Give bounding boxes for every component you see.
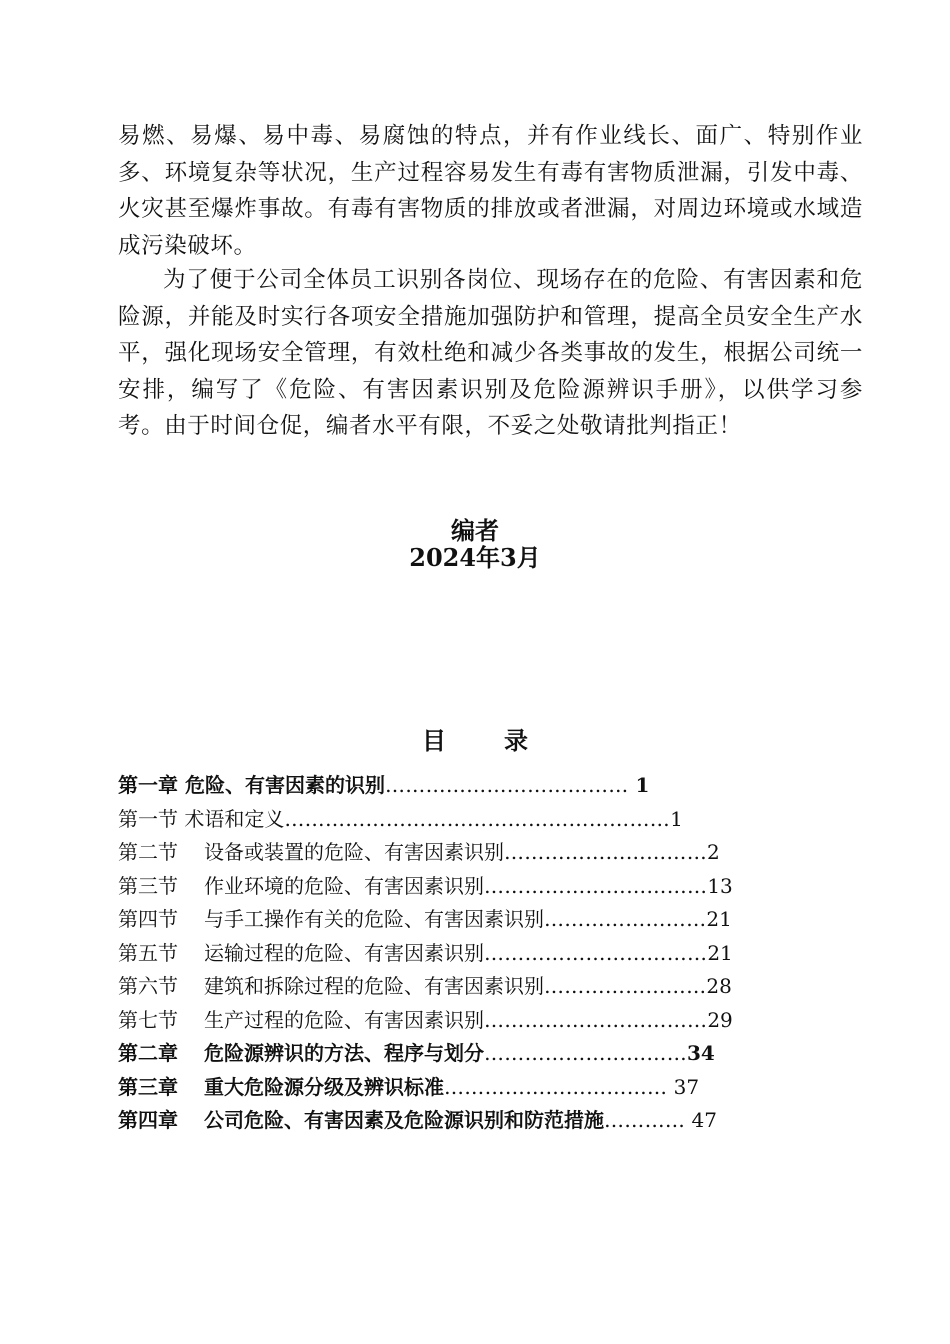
toc-entry-number: 第六节 — [118, 974, 178, 998]
toc-entry-title: 生产过程的危险、有害因素识别 — [204, 1007, 484, 1032]
toc-entry-number: 第七节 — [118, 1007, 178, 1032]
toc-entry-page: 1 — [628, 773, 650, 797]
toc-entry — [118, 937, 818, 971]
toc-entry-number: 第二章 — [118, 1041, 178, 1065]
preface-date: 2024年3月 — [409, 543, 541, 572]
toc-entry-number: 第四章 — [118, 1108, 178, 1132]
toc-entry-leader: …………………………… — [484, 940, 708, 965]
toc-entry-page: 2 — [707, 840, 720, 864]
toc-entry — [118, 1037, 818, 1071]
toc-entry — [118, 903, 818, 937]
toc-entry — [118, 1104, 818, 1138]
toc-entry-number: 第一章 — [118, 773, 178, 797]
toc-entry-leader: ……………………………… — [384, 773, 629, 797]
toc-entry-leader: ………………………… — [504, 840, 707, 864]
toc-entry-page: 21 — [706, 907, 732, 931]
toc-entry-leader: …………………… — [544, 974, 707, 998]
toc-entry-number: 第二节 — [118, 840, 178, 864]
toc-entry-title: 作业环境的危险、有害因素识别 — [204, 873, 484, 898]
toc-entry — [118, 836, 818, 870]
toc-entry-page: 29 — [707, 1007, 733, 1032]
toc-entry-title: 建筑和拆除过程的危险、有害因素识别 — [204, 974, 544, 998]
toc-entry-page: 47 — [685, 1108, 718, 1132]
toc-entry-title: 设备或装置的危险、有害因素识别 — [204, 840, 504, 864]
toc-entry-leader: ………… — [604, 1108, 686, 1132]
toc-entry-page: 34 — [687, 1041, 715, 1065]
preface-signature: 编者 — [451, 516, 499, 545]
toc-entry-leader: ………………………… — [484, 1041, 687, 1065]
toc-entry-number: 第三章 — [118, 1074, 178, 1099]
toc-entry-title: 公司危险、有害因素及危险源识别和防范措施 — [204, 1108, 604, 1132]
toc-entry-leader: …………………………… — [484, 1007, 708, 1032]
toc-entry-number: 第五节 — [118, 940, 178, 965]
toc-entry-leader: …………………………… — [444, 1074, 668, 1099]
toc-entry-page: 37 — [667, 1074, 700, 1099]
toc-entry — [118, 803, 818, 837]
toc-entry — [118, 870, 818, 904]
preface-paragraph-1: 易燃、易爆、易中毒、易腐蚀的特点，并有作业线长、面广、特别作业多、环境复杂等状况，生产过程容易发生有毒有害物质泄漏，引发中毒、火灾甚至爆炸事故。有毒有害物质的排放或者泄漏，对周边环境或水域造成污染破坏。 — [118, 123, 863, 259]
toc-entry — [118, 1004, 818, 1038]
toc-title: 目录 — [422, 726, 586, 755]
toc-entry — [118, 769, 818, 803]
toc-entry-title: 术语和定义 — [184, 806, 285, 831]
toc-entry-title: 运输过程的危险、有害因素识别 — [204, 940, 484, 965]
toc-entry — [118, 970, 818, 1004]
toc-entry-leader: …………………… — [544, 907, 707, 931]
toc-entry-title: 危险、有害因素的识别 — [184, 773, 385, 797]
toc-entry-title: 重大危险源分级及辨识标准 — [204, 1074, 444, 1099]
toc-entry-page: 13 — [707, 873, 733, 898]
toc-entry-leader: …………………………… — [484, 873, 708, 898]
preface-paragraph-2: 为了便于公司全体员工识别各岗位、现场存在的危险、有害因素和危险源，并能及时实行各项安全措施加强防护和管理，提高全员安全生产水平，强化现场安全管理，有效杜绝和减少各类事故的发生，根据公司统一安排，编写了《危险、有害因素识别及危险源辨识手册》，以供学习参考。由于时间仓促，编者水平有限，不妥之处敬请批判指正！ — [118, 267, 863, 439]
toc-entry-title: 与手工操作有关的危险、有害因素识别 — [204, 907, 544, 931]
toc-entry-number: 第四节 — [118, 907, 178, 931]
toc-entry-title: 危险源辨识的方法、程序与划分 — [204, 1041, 484, 1065]
toc-entry-page: 21 — [707, 940, 733, 965]
toc-entry-number: 第一节 — [118, 806, 178, 831]
toc-entry-page: 1 — [670, 806, 683, 831]
toc-entry-number: 第三节 — [118, 873, 178, 898]
toc-entry-page: 28 — [706, 974, 732, 998]
toc-entry — [118, 1071, 818, 1105]
toc-entry-leader: ………………………………………………… — [284, 806, 671, 831]
table-of-contents — [118, 769, 818, 1138]
